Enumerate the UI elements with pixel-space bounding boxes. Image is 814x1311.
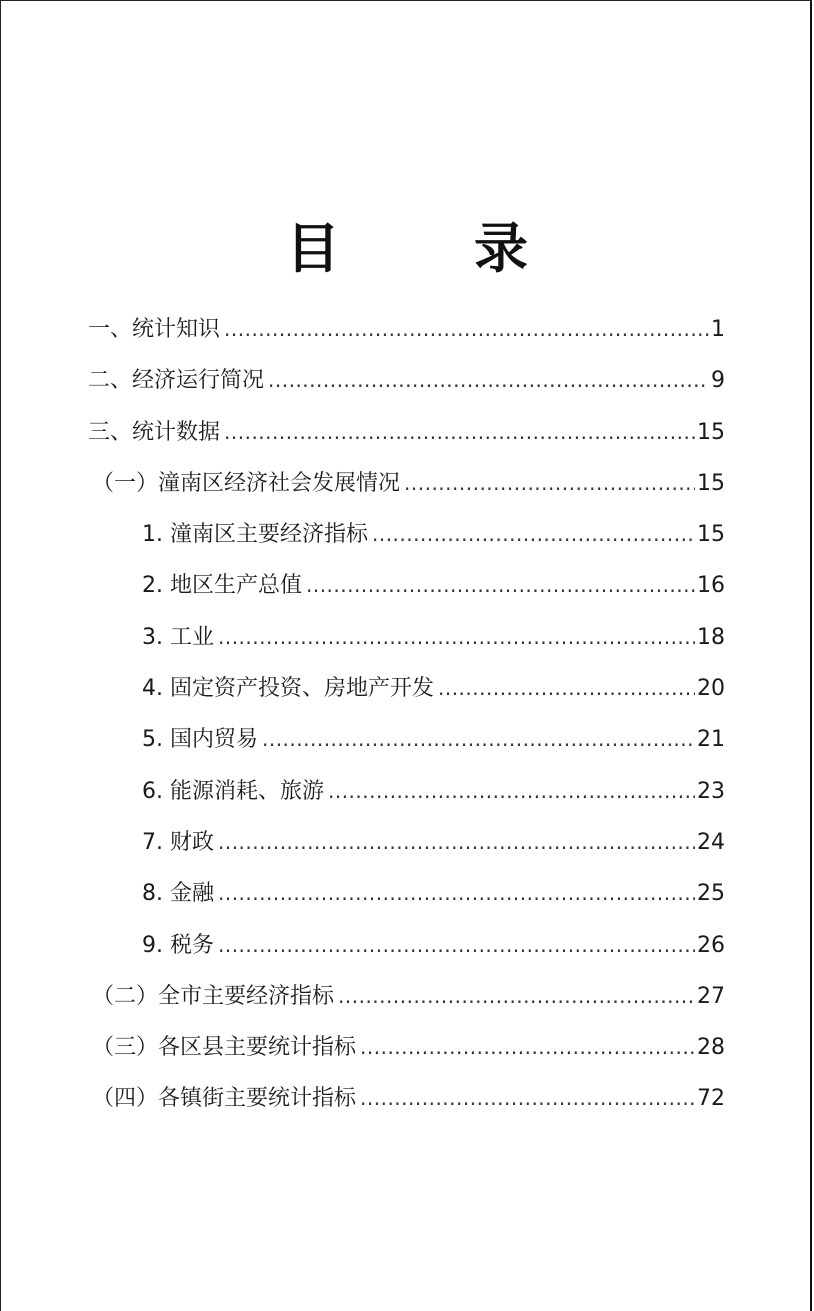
- toc-entry[interactable]: [88, 407, 725, 458]
- toc-dot-leader: [224, 304, 709, 355]
- toc-dot-leader: [360, 1022, 695, 1073]
- toc-dot-leader: [438, 663, 695, 714]
- toc-dot-leader: [268, 355, 709, 406]
- toc-entry-label: 7. 财政: [142, 829, 214, 855]
- page-title: 目 录: [286, 216, 568, 280]
- toc-entry-label: 5. 国内贸易: [142, 727, 258, 753]
- toc-page-number: 15: [697, 470, 725, 496]
- toc-page-number: 15: [697, 419, 725, 445]
- toc-entry[interactable]: [92, 971, 725, 1022]
- toc-entry-label: 1. 潼南区主要经济指标: [142, 522, 368, 548]
- toc-dot-leader: [404, 458, 695, 509]
- toc-entry[interactable]: [142, 817, 725, 868]
- toc-page-number: 24: [697, 829, 725, 855]
- toc-entry-label: （四）各镇街主要统计指标: [92, 1086, 357, 1112]
- toc-page-number: 15: [697, 522, 725, 548]
- toc-page-number: 26: [697, 932, 725, 958]
- toc-entry-label: 6. 能源消耗、旅游: [142, 778, 324, 804]
- toc-page-number: 1: [711, 317, 725, 342]
- toc-page-number: 21: [697, 727, 725, 753]
- toc-entry[interactable]: [92, 1073, 725, 1124]
- toc-dot-leader: [218, 817, 695, 868]
- toc-entry[interactable]: [142, 920, 725, 971]
- toc-entry[interactable]: [142, 714, 725, 765]
- toc-page-number: 28: [697, 1035, 725, 1061]
- toc-dot-leader: [328, 766, 695, 817]
- toc-entry-label: （三）各区县主要统计指标: [92, 1035, 357, 1061]
- toc-entry-label: 3. 工业: [142, 624, 214, 650]
- toc-page-number: 27: [697, 983, 725, 1009]
- toc-page-number: 25: [697, 881, 725, 907]
- toc-entry-label: 8. 金融: [142, 881, 214, 907]
- toc-page-number: 72: [697, 1086, 725, 1112]
- toc-entry-label: 2. 地区生产总值: [142, 573, 302, 599]
- toc-entry[interactable]: [92, 1022, 725, 1073]
- toc-dot-leader: [262, 714, 695, 765]
- toc-entry[interactable]: [88, 304, 725, 355]
- toc-dot-leader: [218, 868, 695, 919]
- toc-entry[interactable]: [142, 509, 725, 560]
- toc-dot-leader: [218, 920, 695, 971]
- table-of-contents: [0, 304, 814, 1125]
- toc-dot-leader: [306, 560, 695, 611]
- toc-page-number: 18: [697, 624, 725, 650]
- toc-entry[interactable]: [142, 560, 725, 611]
- toc-dot-leader: [360, 1073, 695, 1124]
- toc-entry[interactable]: [88, 355, 725, 406]
- toc-entry[interactable]: [142, 766, 725, 817]
- toc-dot-leader: [218, 612, 695, 663]
- toc-page-number: 9: [711, 368, 725, 394]
- toc-entry[interactable]: [142, 868, 725, 919]
- toc-entry[interactable]: [92, 458, 725, 509]
- toc-entry[interactable]: [142, 612, 725, 663]
- toc-entry-label: 三、统计数据: [88, 419, 221, 445]
- toc-entry[interactable]: [142, 663, 725, 714]
- toc-entry-label: （二）全市主要经济指标: [92, 983, 335, 1009]
- toc-dot-leader: [224, 407, 695, 458]
- toc-entry-label: （一）潼南区经济社会发展情况: [92, 470, 401, 496]
- toc-page-number: 23: [697, 778, 725, 804]
- toc-entry-label: 一、统计知识: [88, 317, 221, 342]
- toc-entry-label: 9. 税务: [142, 932, 214, 958]
- toc-dot-leader: [338, 971, 695, 1022]
- toc-page-number: 16: [697, 573, 725, 599]
- toc-dot-leader: [372, 509, 695, 560]
- toc-entry-label: 4. 固定资产投资、房地产开发: [142, 676, 434, 702]
- toc-page-number: 20: [697, 676, 725, 702]
- toc-entry-label: 二、经济运行简况: [88, 368, 265, 394]
